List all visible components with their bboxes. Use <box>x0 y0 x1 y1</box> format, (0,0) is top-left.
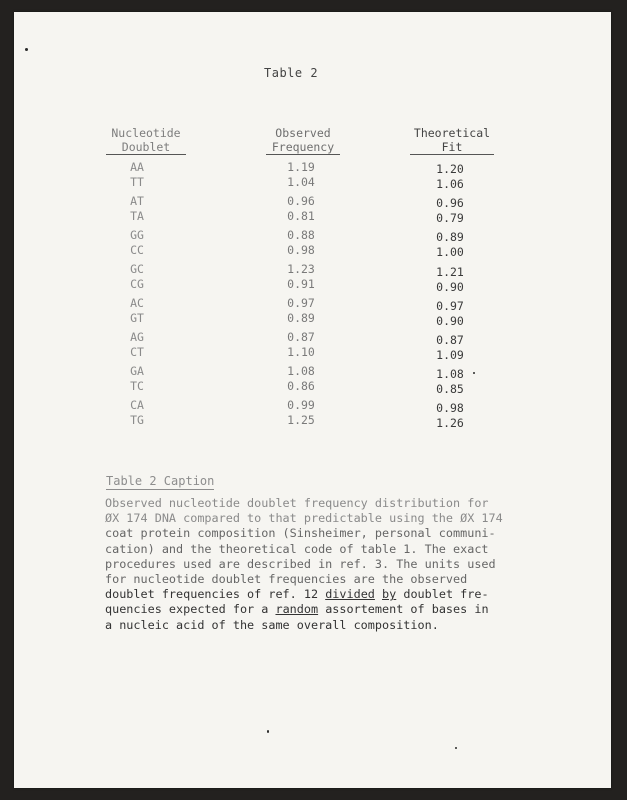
row-doublet: TG <box>130 413 144 427</box>
row-fit: 0.89 <box>436 230 464 244</box>
row-observed: 1.23 <box>287 262 315 276</box>
row-observed: 0.99 <box>287 398 315 412</box>
row-doublet: CT <box>130 345 144 359</box>
row-observed: 0.81 <box>287 209 315 223</box>
caption-line: Observed nucleotide doublet frequency distribution for <box>105 496 489 510</box>
speck-mark <box>455 747 457 749</box>
caption-line: ØX 174 DNA compared to that predictable using the ØX 174 <box>105 511 503 526</box>
row-fit: 0.90 <box>436 279 464 294</box>
row-doublet: TT <box>130 175 144 189</box>
row-observed: 0.96 <box>287 194 315 208</box>
row-doublet: GA <box>130 364 144 378</box>
row-fit: 0.79 <box>436 211 464 225</box>
speck-mark <box>267 730 269 733</box>
row-doublet: TA <box>130 209 144 223</box>
row-doublet: CC <box>130 243 144 257</box>
row-observed: 0.98 <box>287 243 315 257</box>
caption-line: coat protein composition (Sinsheimer, personal communi- <box>105 526 496 541</box>
row-observed: 1.04 <box>287 175 315 189</box>
row-observed: 0.89 <box>287 311 315 325</box>
header-fit: Theoretical Fit <box>410 126 494 155</box>
row-observed: 1.08 <box>287 364 315 378</box>
row-fit: 1.20 <box>436 162 464 176</box>
row-fit: 0.98 <box>436 401 464 415</box>
row-doublet: GC <box>130 262 144 276</box>
row-observed: 1.25 <box>287 413 315 427</box>
row-observed: 0.88 <box>287 228 315 242</box>
row-doublet: AC <box>130 296 144 310</box>
caption-line: quencies expected for a random assortement of bases in <box>105 602 489 617</box>
row-doublet: GG <box>130 228 144 242</box>
row-doublet: CA <box>130 398 144 412</box>
speck-mark <box>473 372 475 374</box>
row-observed: 0.91 <box>287 277 315 291</box>
row-fit: 0.97 <box>436 298 464 313</box>
row-fit: 1.06 <box>436 177 464 191</box>
caption-text <box>105 496 525 633</box>
row-doublet: TC <box>130 379 144 393</box>
header-observed: Observed Frequency <box>266 126 340 155</box>
row-doublet: AA <box>130 160 144 174</box>
table-title: Table 2 <box>264 66 319 80</box>
row-fit: 0.90 <box>436 313 464 328</box>
row-doublet: GT <box>130 311 144 325</box>
row-fit: 0.96 <box>436 196 464 210</box>
row-doublet: AG <box>130 330 144 344</box>
row-doublet: AT <box>130 194 144 208</box>
row-fit: 1.08 <box>436 367 464 381</box>
row-fit: 1.21 <box>436 264 464 279</box>
header-doublet: Nucleotide Doublet <box>106 126 186 155</box>
speck-mark <box>25 48 28 51</box>
row-observed: 1.19 <box>287 160 315 174</box>
document-page <box>14 12 611 788</box>
row-fit: 1.26 <box>436 416 464 430</box>
row-fit: 1.09 <box>436 347 464 362</box>
caption-line: a nucleic acid of the same overall composition. <box>105 617 439 632</box>
caption-line: procedures used are described in ref. 3. The units used <box>105 556 496 571</box>
row-observed: 0.86 <box>287 379 315 393</box>
row-fit: 0.87 <box>436 332 464 347</box>
row-observed: 0.97 <box>287 296 315 310</box>
row-fit: 0.85 <box>436 382 464 396</box>
caption-title: Table 2 Caption <box>106 474 215 488</box>
caption-line: doublet frequencies of ref. 12 divided by doublet fre- <box>105 587 489 602</box>
row-observed: 0.87 <box>287 330 315 344</box>
row-fit: 1.00 <box>436 245 464 259</box>
caption-line: for nucleotide doublet frequencies are the observed <box>105 572 468 587</box>
caption-line: cation) and the theoretical code of table 1. The exact <box>105 541 489 556</box>
row-observed: 1.10 <box>287 345 315 359</box>
row-doublet: CG <box>130 277 144 291</box>
